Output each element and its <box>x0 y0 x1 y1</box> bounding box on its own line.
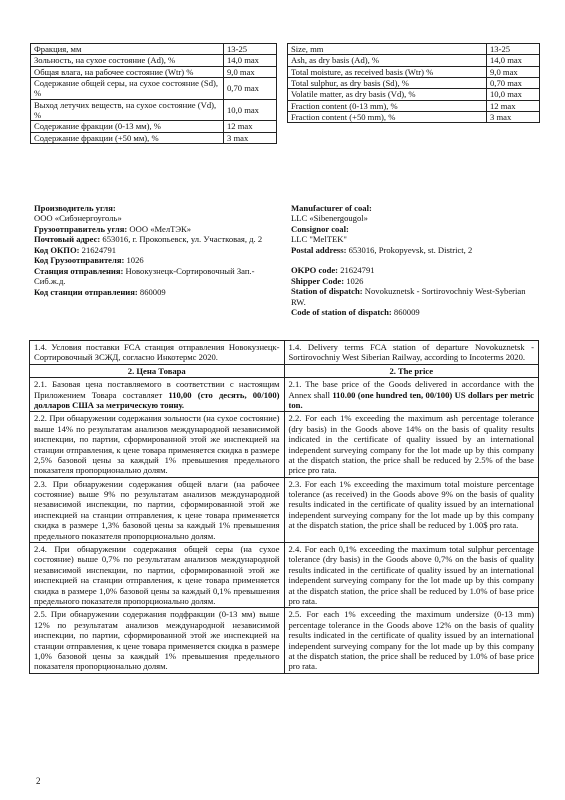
spec-row <box>31 66 277 77</box>
clause-ru: 2.4. При обнаружении содержания общей серы (на сухое состояние) выше 0,7% по результатам анализов международной независимой инспекции, по партии, сформированной этой же инспекцией на станции отправления, к цене товара применяется скидка в размере 1,0% базовой цены за каждый 0,1% превышения предельного показателя пропорционально долям. <box>30 543 285 608</box>
spec-row <box>31 44 277 55</box>
spec-row <box>31 132 277 143</box>
station-code-value: 860009 <box>139 286 166 297</box>
clause-ru: 2.5. При обнаружении содержания подфракции (0-13 мм) выше 12% по результатам анализов международной независимой инспекции, по партии, сформированной этой же инспекцией на станции отправления, к цене товара применяется скидка в размере 1,0% базовой цены за каждый 1% превышения предельного показателя пропорционально долям. <box>30 608 285 673</box>
clause-row <box>30 412 539 477</box>
station-code-label-en: Code of station of dispatch: <box>291 307 392 318</box>
spec-row <box>288 100 540 111</box>
spec-label: Ash, as dry basis (Ad), % <box>288 55 487 66</box>
clause-en <box>284 378 539 412</box>
spec-value: 3 max <box>487 111 540 122</box>
spec-value: 13-25 <box>487 44 540 55</box>
spec-value: 9,0 max <box>487 66 540 77</box>
shipper-label-en: Shipper Code: <box>291 275 345 286</box>
spec-row <box>31 99 277 121</box>
clause-row <box>30 477 539 542</box>
parties-en <box>291 203 536 318</box>
spec-value: 9,0 max <box>224 66 277 77</box>
station-label-en: Station of dispatch: <box>291 286 363 297</box>
spec-label: Total moisture, as received basis (Wtr) % <box>288 66 487 77</box>
spec-row <box>31 77 277 99</box>
spec-label: Содержание фракции (+50 мм), % <box>31 132 224 143</box>
clause-row <box>30 378 539 412</box>
station-code-label: Код станции отправления: <box>34 286 138 297</box>
spec-row <box>31 121 277 132</box>
okpo-value-en: 21624791 <box>340 265 375 276</box>
spec-label: Содержание общей серы, на сухое состояние (Sd), % <box>31 77 224 99</box>
spec-label: Содержание фракции (0-13 мм), % <box>31 121 224 132</box>
clause-text: 2.1. The base price of the Goods delivered in accordance with the Annex shall <box>288 379 534 400</box>
spec-value: 0,70 max <box>224 77 277 99</box>
spec-value: 10,0 max <box>224 99 277 121</box>
clause-en: 2.2. For each 1% exceeding the maximum ash percentage tolerance (dry basis) in the Goods above 14% on the basis of quality results indicated in the certificate of quality issued by an international independent surveying company for the lot made up by this company at the dispatch station, the price shall be reduced by 2.5% of the base price pro rata. <box>284 412 539 477</box>
producer-label-en: Manufacturer of coal: <box>291 203 372 213</box>
spec-value: 13-25 <box>224 44 277 55</box>
spec-label: Общая влага, на рабочее состояние (Wtr) % <box>31 66 224 77</box>
clause-emphasis: 110.00 (one hundred ten, 00/100) US dollars per metric ton. <box>288 389 534 410</box>
spec-table-en <box>287 43 540 123</box>
producer-label: Производитель угля: <box>34 203 116 213</box>
clause-row <box>30 341 539 365</box>
spec-value: 0,70 max <box>487 77 540 88</box>
spec-label: Фракция, мм <box>31 44 224 55</box>
address-value: 653016, г. Прокопьевск, ул. Участковая, д. 2 <box>102 234 263 245</box>
clause-ru: 2. Цена Товара <box>30 364 285 377</box>
okpo-label-en: OKPO code: <box>291 265 339 276</box>
spec-row <box>288 77 540 88</box>
spec-row <box>288 55 540 66</box>
clause-ru: 1.4. Условия поставки FCA станция отправления Новокузнецк-Сортировочный ЗСЖД, согласно Инкотермс 2020. <box>30 341 285 365</box>
clause-en: 2.4. For each 0,1% exceeding the maximum total sulphur percentage tolerance (dry basis) in the Goods above 0,7% on the basis of quality results indicated in the certificate of quality issued by an international independent surveying company for the lot made up by this company at the dispatch station, the price shall be reduced by 1.0% of base price pro rata. <box>284 543 539 608</box>
spec-value: 14,0 max <box>224 55 277 66</box>
consignor-value: ООО «МелТЭК» <box>129 223 192 234</box>
address-label: Почтовый адрес: <box>34 234 101 245</box>
shipper-label: Код Грузоотправителя: <box>34 255 125 266</box>
spec-label: Fraction content (0-13 mm), % <box>288 100 487 111</box>
clause-ru <box>30 378 285 412</box>
consignor-label: Грузоотправитель угля: <box>34 223 128 234</box>
clause-en: 2.5. For each 1% exceeding the maximum undersize (0-13 mm) percentage tolerance in the Goods above 12% on the basis of quality results indicated in the certificate of quality issued by an international independent surveying company for the lot made up by this company at the dispatch station, the price shall be reduced by 1.0% of base price pro rata. <box>284 608 539 673</box>
spec-row <box>288 44 540 55</box>
spec-label: Size, mm <box>288 44 487 55</box>
clauses-table <box>29 340 539 674</box>
consignor-label-en: Consignor coal: <box>291 223 349 234</box>
clauses-section <box>29 340 539 674</box>
spec-value: 12 max <box>487 100 540 111</box>
spec-label: Выход летучих веществ, на сухое состояние (Vd), % <box>31 99 224 121</box>
clause-ru: 2.2. При обнаружении содержания зольности (на сухое состояние) выше 14% по результатам анализов международной независимой инспекции, по партии, сформированной этой же инспекцией на станции отправления, к цене товара применяется скидка в размере 2,5% базовой цены за каждый 1% превышения предельного показателя пропорционально долям. <box>30 412 285 477</box>
okpo-label: Код ОКПО: <box>34 244 80 255</box>
spec-value: 14,0 max <box>487 55 540 66</box>
shipper-value: 1026 <box>126 255 144 266</box>
clause-row <box>30 608 539 673</box>
station-code-value-en: 860009 <box>393 307 420 318</box>
clause-text: 2.1. Базовая цена поставляемого в соответствии с настоящим Приложением Товара составляет <box>34 379 280 400</box>
spec-label: Volatile matter, as dry basis (Vd), % <box>288 89 487 100</box>
clause-ru: 2.3. При обнаружении содержания общей влаги (на рабочее состояние) выше 9% по результатам анализов международной независимой инспекции, по партии, сформированной этой же инспекцией на станции отправления, к цене товара применяется скидка в размере 1,3% базовой цены за каждый 1% превышения предельного показателя пропорционально долям. <box>30 477 285 542</box>
okpo-value: 21624791 <box>81 244 117 255</box>
consignor-value-en: LLC "MelTEK" <box>291 234 347 245</box>
producer-value: ООО «Сибэнергоуголь» <box>34 213 122 224</box>
clause-row <box>30 543 539 608</box>
spec-value: 10,0 max <box>487 89 540 100</box>
page-number: 2 <box>36 776 41 786</box>
address-value-en: 653016, Prokopyevsk, st. District, 2 <box>348 244 473 255</box>
spec-value: 12 max <box>224 121 277 132</box>
clause-emphasis: 110,00 (сто десять, 00/100) долларов США за метрическую тонну. <box>34 389 280 410</box>
spec-row <box>288 111 540 122</box>
spec-row <box>31 55 277 66</box>
spec-value: 3 max <box>224 132 277 143</box>
clause-en: 2. The price <box>284 364 539 377</box>
station-label: Станция отправления: <box>34 265 124 276</box>
spec-label: Fraction content (+50 mm), % <box>288 111 487 122</box>
spec-table-ru <box>30 43 277 144</box>
section-header-row <box>30 364 539 377</box>
spec-row <box>288 89 540 100</box>
spec-row <box>288 66 540 77</box>
spec-label: Total sulphur, as dry basis (Sd), % <box>288 77 487 88</box>
producer-value-en: LLC «Sibenergougol» <box>291 213 368 224</box>
address-label-en: Postal address: <box>291 244 347 255</box>
spec-label: Зольность, на сухое состояние (Ad), % <box>31 55 224 66</box>
parties-ru <box>34 203 274 297</box>
clause-en: 1.4. Delivery terms FCA station of departure Novokuznetsk - Sortirovochniy West Siberian Railway, according to Incoterms 2020. <box>284 341 539 365</box>
station-value-en: Novokuznetsk - Sortirovochniy West-Syberian RW. <box>291 286 526 307</box>
clause-en: 2.3. For each 1% exceeding the maximum total moisture percentage tolerance (as received) in the Goods above 9% on the basis of quality results indicated in the certificate of quality issued by an international independent surveying company for the lot made up by this company at the dispatch station, the price shall be reduced by 1.00$ pro rata. <box>284 477 539 542</box>
station-value: Новокузнецк-Сортировочный Зап.-Сиб.ж.д. <box>34 265 255 287</box>
shipper-value-en: 1026 <box>346 275 364 286</box>
